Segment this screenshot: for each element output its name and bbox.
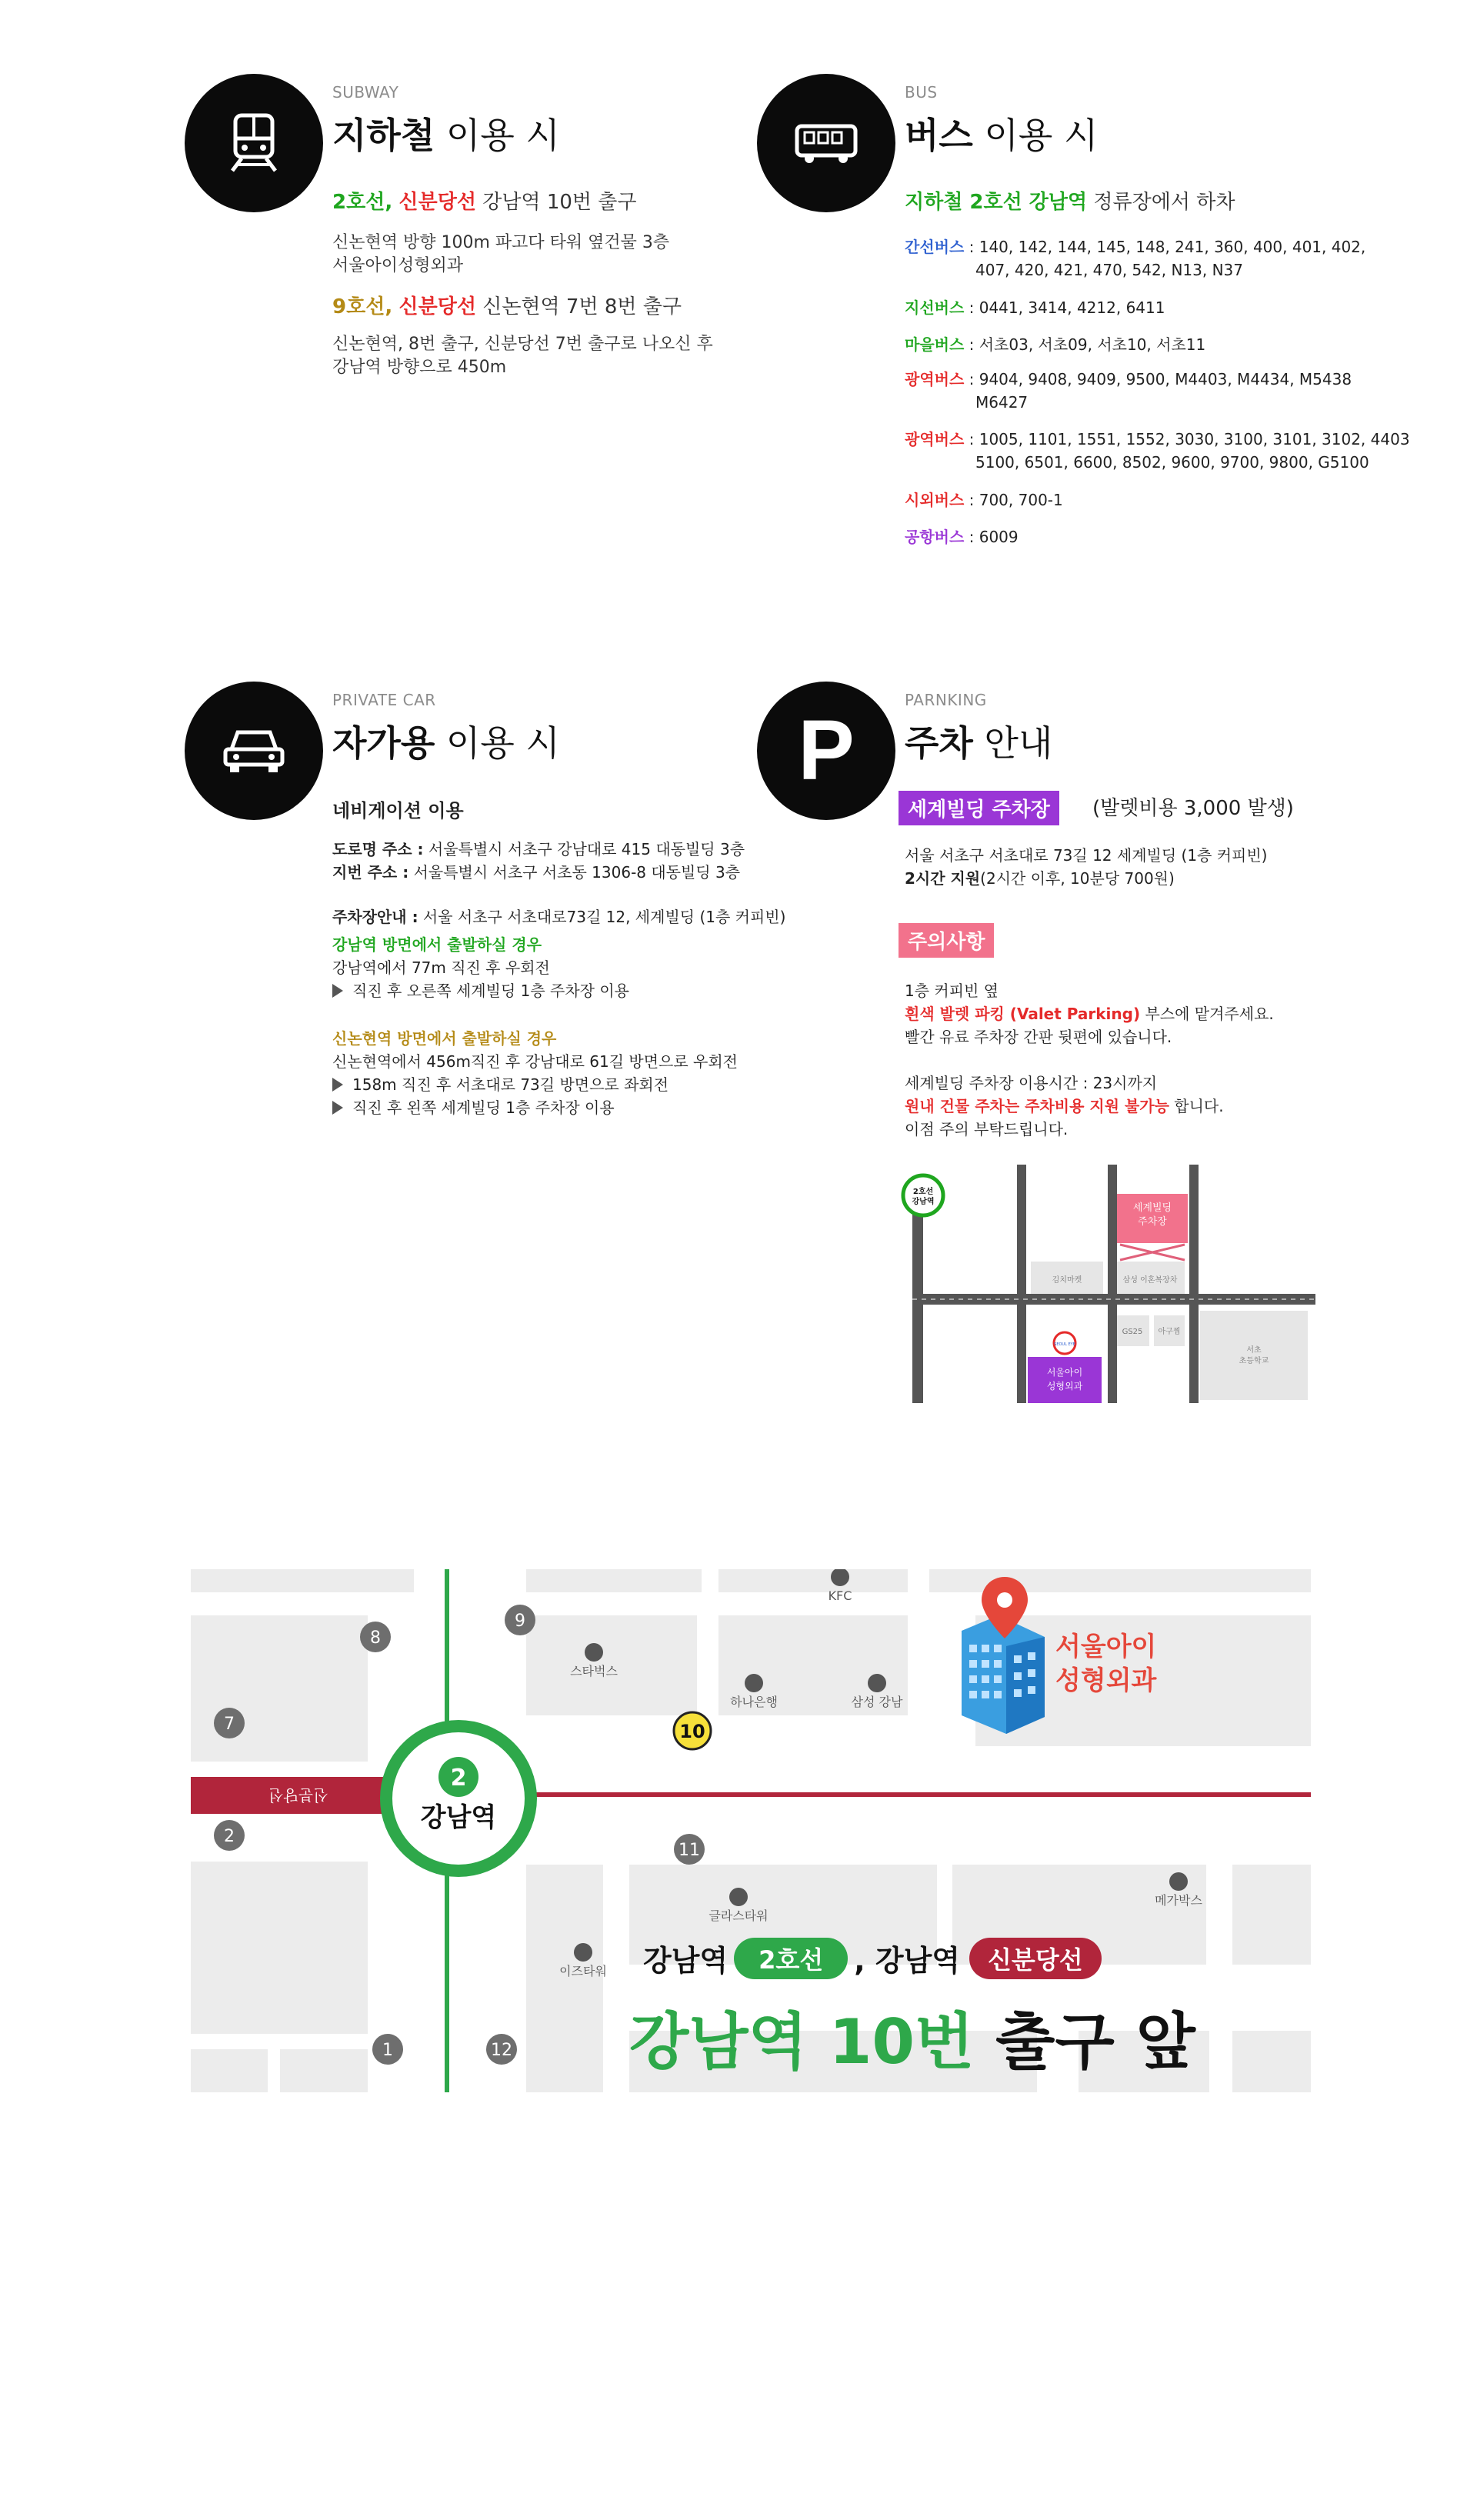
line2-badge: 2호선 bbox=[734, 1938, 848, 1979]
car-icon bbox=[221, 726, 287, 775]
svg-text:1: 1 bbox=[382, 2041, 393, 2060]
car-route1-title: 강남역 방면에서 출발하실 경우 bbox=[332, 935, 542, 954]
train-icon bbox=[225, 112, 283, 174]
subway-desc2-line2: 강남역 방향으로 450m bbox=[332, 358, 507, 377]
svg-text:하나은행: 하나은행 bbox=[730, 1695, 778, 1709]
subway-icon-circle bbox=[185, 74, 323, 212]
bus-title: 버스 이용 시 bbox=[905, 115, 1099, 156]
parking-icon-circle bbox=[757, 682, 895, 820]
map-block bbox=[1232, 1865, 1311, 1965]
clinic-name-line1: 서울아이 bbox=[1055, 1632, 1157, 1662]
car-icon-circle bbox=[185, 682, 323, 820]
map-road bbox=[1108, 1165, 1117, 1403]
parking-map bbox=[900, 1165, 1315, 1403]
parking-p-icon: P bbox=[798, 703, 855, 798]
car-title: 자가용 이용 시 bbox=[332, 722, 560, 764]
line2-number: 2 bbox=[450, 1765, 467, 1792]
parking-note4: 세계빌딩 주차장 이용시간 : 23시까지 bbox=[905, 1074, 1158, 1092]
clinic-pin-text: SEOUL EYE bbox=[1054, 1342, 1075, 1347]
bus-headline: 지하철 2호선 강남역 정류장에서 하차 bbox=[905, 191, 1235, 214]
svg-text:스타벅스: 스타벅스 bbox=[570, 1664, 618, 1678]
arrow-right-icon bbox=[332, 1101, 343, 1115]
map-label-clinic: 서울아이 bbox=[1046, 1367, 1083, 1378]
map-label-clinic: 성형외과 bbox=[1046, 1381, 1083, 1392]
map-headline: 강남역 10번 출구 앞 bbox=[629, 2006, 1195, 2078]
clinic-name-line2: 성형외과 bbox=[1055, 1665, 1157, 1696]
subway-title: 지하철 이용 시 bbox=[332, 115, 560, 156]
map-label-building3: GS25 bbox=[1122, 1328, 1143, 1336]
svg-text:9: 9 bbox=[515, 1612, 525, 1631]
svg-text:삼성 강남: 삼성 강남 bbox=[851, 1695, 903, 1709]
svg-text:11: 11 bbox=[678, 1841, 700, 1860]
car-route2-line3: 직진 후 왼쪽 세계빌딩 1층 주차장 이용 bbox=[332, 1095, 615, 1118]
parking-support: 2시간 지원(2시간 이후, 10분당 700원) bbox=[905, 869, 1175, 888]
bus-icon bbox=[794, 120, 859, 166]
svg-text:이즈타워: 이즈타워 bbox=[559, 1964, 607, 1978]
svg-text:10: 10 bbox=[679, 1721, 705, 1742]
subway-desc1-line2: 서울아이성형외과 bbox=[332, 256, 464, 275]
exit-8 bbox=[360, 1622, 391, 1652]
exit-9 bbox=[505, 1605, 535, 1635]
subway-line2: 9호선, 신분당선 신논현역 7번 8번 출구 bbox=[332, 295, 682, 318]
shinbundang-label: 신분당선 bbox=[268, 1786, 328, 1805]
map-block bbox=[191, 2049, 268, 2092]
parking-title: 주차 안내 bbox=[905, 722, 1053, 764]
subway-line1: 2호선, 신분당선 강남역 10번 출구 bbox=[332, 191, 637, 214]
exit-7 bbox=[214, 1708, 245, 1738]
parking-valet-note: (발렛비용 3,000 발생) bbox=[1092, 797, 1294, 820]
car-route2-line1: 신논현역에서 456m직진 후 강남대로 61길 방면으로 우회전 bbox=[332, 1052, 738, 1071]
car-eyebrow: PRIVATE CAR bbox=[332, 691, 436, 709]
exit-11 bbox=[674, 1834, 705, 1865]
map-block bbox=[191, 1569, 414, 1592]
parking-note6: 이점 주의 부탁드립니다. bbox=[905, 1120, 1069, 1138]
subway-desc2-line1: 신논현역, 8번 출구, 신분당선 7번 출구로 나오신 후 bbox=[332, 335, 713, 354]
exit-12 bbox=[486, 2034, 517, 2065]
parking-note1: 1층 커피빈 옆 bbox=[905, 982, 999, 1000]
bus-row-2: 마을버스 : 서초03, 서초09, 서초10, 서초11 bbox=[905, 335, 1206, 354]
car-route2-line2: 158m 직진 후 서초대로 73길 방면으로 좌회전 bbox=[332, 1072, 668, 1095]
station-name: 강남역 bbox=[420, 1802, 497, 1833]
bus-row-4: 광역버스 : 1005, 1101, 1551, 1552, 3030, 3100, 3101, 3102, 4403 5100, 6501, 6600, 8502, 9600, 9700, 9800, G5100 bbox=[905, 430, 1410, 472]
map-subtitle: 강남역 2호선 , 강남역 신분당선 bbox=[643, 1937, 1102, 1979]
parking-note3: 빨간 유료 주차장 간판 뒷편에 있습니다. bbox=[905, 1028, 1172, 1046]
subway-desc1-line1: 신논현역 방향 100m 파고다 타워 옆건물 3층 bbox=[332, 233, 670, 252]
map-road bbox=[912, 1208, 923, 1403]
svg-text:KFC: KFC bbox=[828, 1588, 852, 1603]
bus-row-6: 공항버스 : 6009 bbox=[905, 528, 1019, 546]
svg-text:글라스타워: 글라스타워 bbox=[708, 1908, 769, 1923]
car-route1-line1: 강남역에서 77m 직진 후 우회전 bbox=[332, 958, 550, 977]
gangnam-station bbox=[386, 1726, 531, 1871]
map-block bbox=[1200, 1311, 1308, 1400]
parking-caution-badge: 주의사항 bbox=[899, 923, 994, 958]
exit-2 bbox=[214, 1820, 245, 1851]
map-road bbox=[1189, 1165, 1199, 1403]
svg-text:7: 7 bbox=[224, 1715, 235, 1734]
subway-eyebrow: SUBWAY bbox=[332, 83, 399, 102]
arrow-right-icon bbox=[332, 1078, 343, 1092]
parking-note5: 원내 건물 주차는 주차비용 지원 불가능 합니다. bbox=[905, 1097, 1224, 1115]
map-block bbox=[280, 2049, 368, 2092]
svg-text:12: 12 bbox=[491, 2041, 512, 2060]
parking-eyebrow: PARNKING bbox=[905, 691, 987, 709]
arrow-right-icon bbox=[332, 984, 343, 998]
svg-text:8: 8 bbox=[370, 1628, 381, 1648]
clinic-marker bbox=[1028, 1357, 1102, 1403]
car-nav-title: 네비게이션 이용 bbox=[332, 800, 464, 822]
parking-note2: 흰색 발렛 파킹 (Valet Parking) 부스에 맡겨주세요. bbox=[905, 1005, 1274, 1023]
bus-icon-circle bbox=[757, 74, 895, 212]
car-route1-line2: 직진 후 오른쪽 세계빌딩 1층 주차장 이용 bbox=[332, 978, 629, 1001]
map-block bbox=[191, 1862, 368, 2034]
map-block bbox=[526, 1569, 702, 1592]
map-label-station: 강남역 bbox=[912, 1198, 935, 1206]
parking-lot-badge: 세계빌딩 주차장 bbox=[899, 791, 1059, 825]
map-label-parking-lot: 주차장 bbox=[1138, 1216, 1167, 1228]
bus-eyebrow: BUS bbox=[905, 83, 938, 102]
svg-text:메가박스: 메가박스 bbox=[1155, 1893, 1202, 1908]
svg-text:2: 2 bbox=[224, 1827, 235, 1846]
car-parking-info: 주차장안내 : 서울 서초구 서초대로73길 12, 세계빌딩 (1층 커피빈) bbox=[332, 908, 786, 926]
bus-row-5: 시외버스 : 700, 700-1 bbox=[905, 491, 1063, 509]
car-route2-title: 신논현역 방면에서 출발하실 경우 bbox=[332, 1029, 557, 1048]
map-block bbox=[718, 1569, 908, 1592]
bus-row-1: 지선버스 : 0441, 3414, 4212, 6411 bbox=[905, 298, 1165, 317]
map-label-parking-lot: 세계빌딩 bbox=[1132, 1202, 1172, 1214]
map-label-building1: 김치마켓 bbox=[1052, 1276, 1082, 1285]
shinbundang-line bbox=[414, 1792, 1311, 1797]
car-road-address: 도로명 주소 : 서울특별시 서초구 강남대로 415 대동빌딩 3층 bbox=[332, 840, 745, 858]
bus-row-3: 광역버스 : 9404, 9408, 9409, 9500, M4403, M4434, M5438 M6427 bbox=[905, 370, 1352, 412]
map-label-station: 2호선 bbox=[912, 1188, 934, 1196]
map-road bbox=[1017, 1165, 1026, 1403]
parking-address: 서울 서초구 서초대로 73길 12 세계빌딩 (1층 커피빈) bbox=[905, 846, 1268, 865]
map-label-school: 초등학교 bbox=[1239, 1357, 1269, 1365]
map-block bbox=[526, 1865, 603, 2092]
map-block bbox=[1232, 2031, 1311, 2092]
exit-1 bbox=[372, 2034, 403, 2065]
bus-row-0: 간선버스 : 140, 142, 144, 145, 148, 241, 360, 400, 401, 402, 407, 420, 421, 470, 542, N13, N37 bbox=[905, 238, 1366, 279]
shinbundang-badge: 신분당선 bbox=[969, 1938, 1102, 1979]
exit-10 bbox=[674, 1712, 711, 1749]
car-lot-address: 지번 주소 : 서울특별시 서초구 서초동 1306-8 대동빌딩 3층 bbox=[332, 863, 741, 882]
map-label-building4: 아구찜 bbox=[1158, 1328, 1181, 1336]
map-block bbox=[191, 1615, 368, 1762]
map-label-building2: 삼성 이혼복장차 bbox=[1122, 1276, 1178, 1285]
map-label-school: 서초 bbox=[1246, 1346, 1262, 1355]
